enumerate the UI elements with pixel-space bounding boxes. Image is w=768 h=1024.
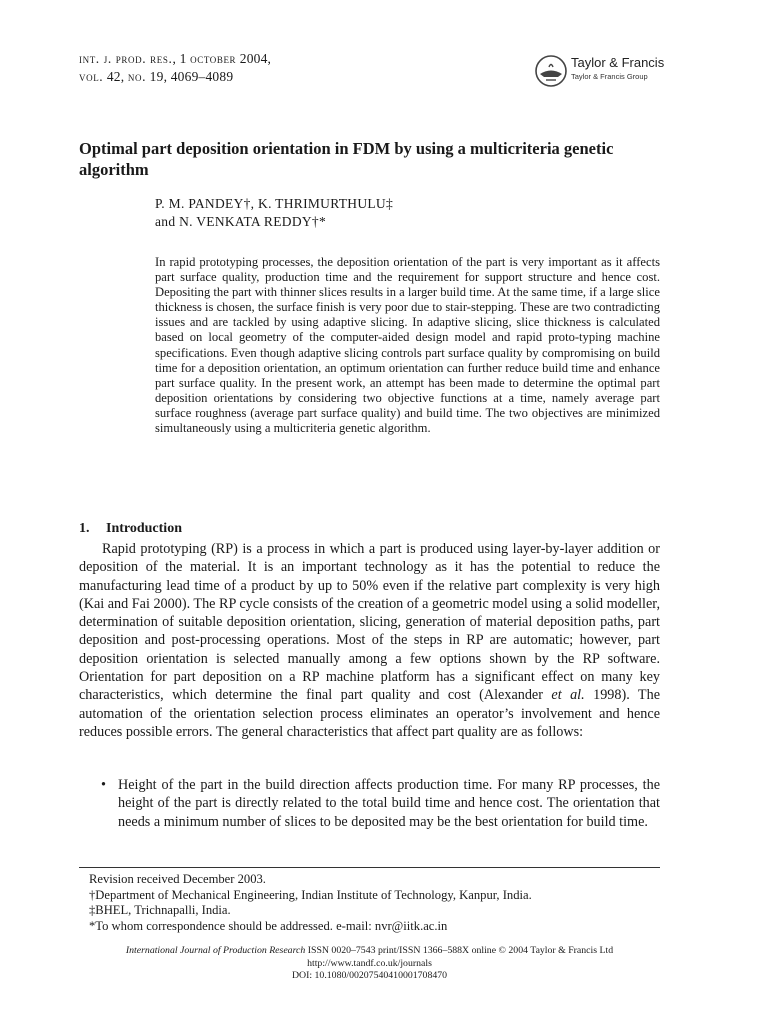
- section-number: 1.: [79, 521, 90, 536]
- publisher-lamp-icon: [534, 54, 568, 88]
- authors: [155, 195, 393, 231]
- abstract: In rapid prototyping processes, the deposition orientation of the part is very important as it affects part surface quality, production time and the requirement for support structure and hence cost. Depositing the part with thinner slices results in a larger build time. At the same time, if a large slice thickness is chosen, the surface finish is very poor due to stair-stepping. These are two contradicting issues and are tackled by using adaptive slicing. In adaptive slicing, slice thickness is calculated based on local geometry of the computer-aided design model and rapid proto-typing machine specifications. Even though adaptive slicing controls part surface quality by compromising on build time for a deposition orientation, an optimum orientation can further reduce build time and enhance part surface quality. In the present work, an attempt has been made to determine the optimal part deposition orientations by considering two objective functions at a time, namely average part surface roughness (average part surface quality) and build time. The two objectives are minimized simultaneously using a multicriteria genetic algorithm.: [155, 255, 660, 436]
- footnote-divider: [79, 867, 660, 868]
- bullet-item: [101, 776, 660, 831]
- authors-line2: and N. VENKATA REDDY†*: [155, 214, 327, 229]
- footnotes: [89, 872, 532, 934]
- section-heading: [79, 521, 182, 537]
- section-title: Introduction: [106, 521, 182, 536]
- intro-paragraph: Rapid prototyping (RP) is a process in which a part is produced using layer-by-layer addition or deposition of the material. It is an important technology as it has the potential to reduce the manufacturing lead time of a product by up to 50% even if the relative part complexity is very high (Kai and Fai 2000). The RP cycle consists of the creation of a geometric model using a solid modeller, determination of suitable deposition orientation, slicing, generation of material deposition paths, part deposition and post-processing operations. Most of the steps in RP are automatic; however, part deposition orientation is selected manually among a few options shown by the RP software. Orientation for part deposition on a RP machine platform has a significant effect on many key characteristics, which determine the final part quality and cost (Alexander et al. 1998). The automation of the orientation selection process eliminates an operator’s involvement and hence reduces possible errors. The general characteristics that affect part quality are as follows:: [79, 541, 660, 740]
- footnote-affiliation-1: †Department of Mechanical Engineering, Indian Institute of Technology, Kanpur, India.: [89, 887, 532, 902]
- bullet-text: Height of the part in the build direction affects production time. For many RP processes, the height of the part is directly related to the total build time and hence cost. The orientation that needs a minimum number of slices to be deposited may be the best orientation for build time.: [118, 777, 660, 830]
- bullet-icon: •: [101, 777, 106, 793]
- publisher-name: Taylor & Francis: [571, 55, 665, 70]
- journal-ref-line1: int. j. prod. res., 1 october 2004,: [79, 51, 272, 66]
- footer-url: http://www.tandf.co.uk/journals: [307, 957, 432, 969]
- journal-reference: [79, 50, 271, 86]
- publisher-logo: [534, 51, 684, 87]
- journal-ref-line2: vol. 42, no. 19, 4069–4089: [79, 69, 234, 84]
- publisher-group: Taylor & Francis Group: [571, 72, 648, 81]
- paper-title: Optimal part deposition orientation in FDM by using a multicriteria genetic algorithm: [79, 139, 614, 179]
- footnote-affiliation-2: ‡BHEL, Trichnapalli, India.: [89, 903, 231, 917]
- footer-journal: International Journal of Production Research: [125, 945, 306, 956]
- authors-line1: P. M. PANDEY†, K. THRIMURTHULU‡: [155, 196, 394, 211]
- footnote-correspondence: *To whom correspondence should be addressed. e-mail: nvr@iitk.ac.in: [89, 918, 448, 933]
- footer-doi: DOI: 10.1080/00207540410001708470: [291, 970, 448, 981]
- footer-issn: ISSN 0020–7543 print/ISSN 1366–588X online © 2004 Taylor & Francis Ltd: [305, 945, 614, 956]
- footer-issn-line: [79, 945, 660, 958]
- footnote-revision: Revision received December 2003.: [89, 872, 266, 886]
- page-footer: [79, 945, 660, 983]
